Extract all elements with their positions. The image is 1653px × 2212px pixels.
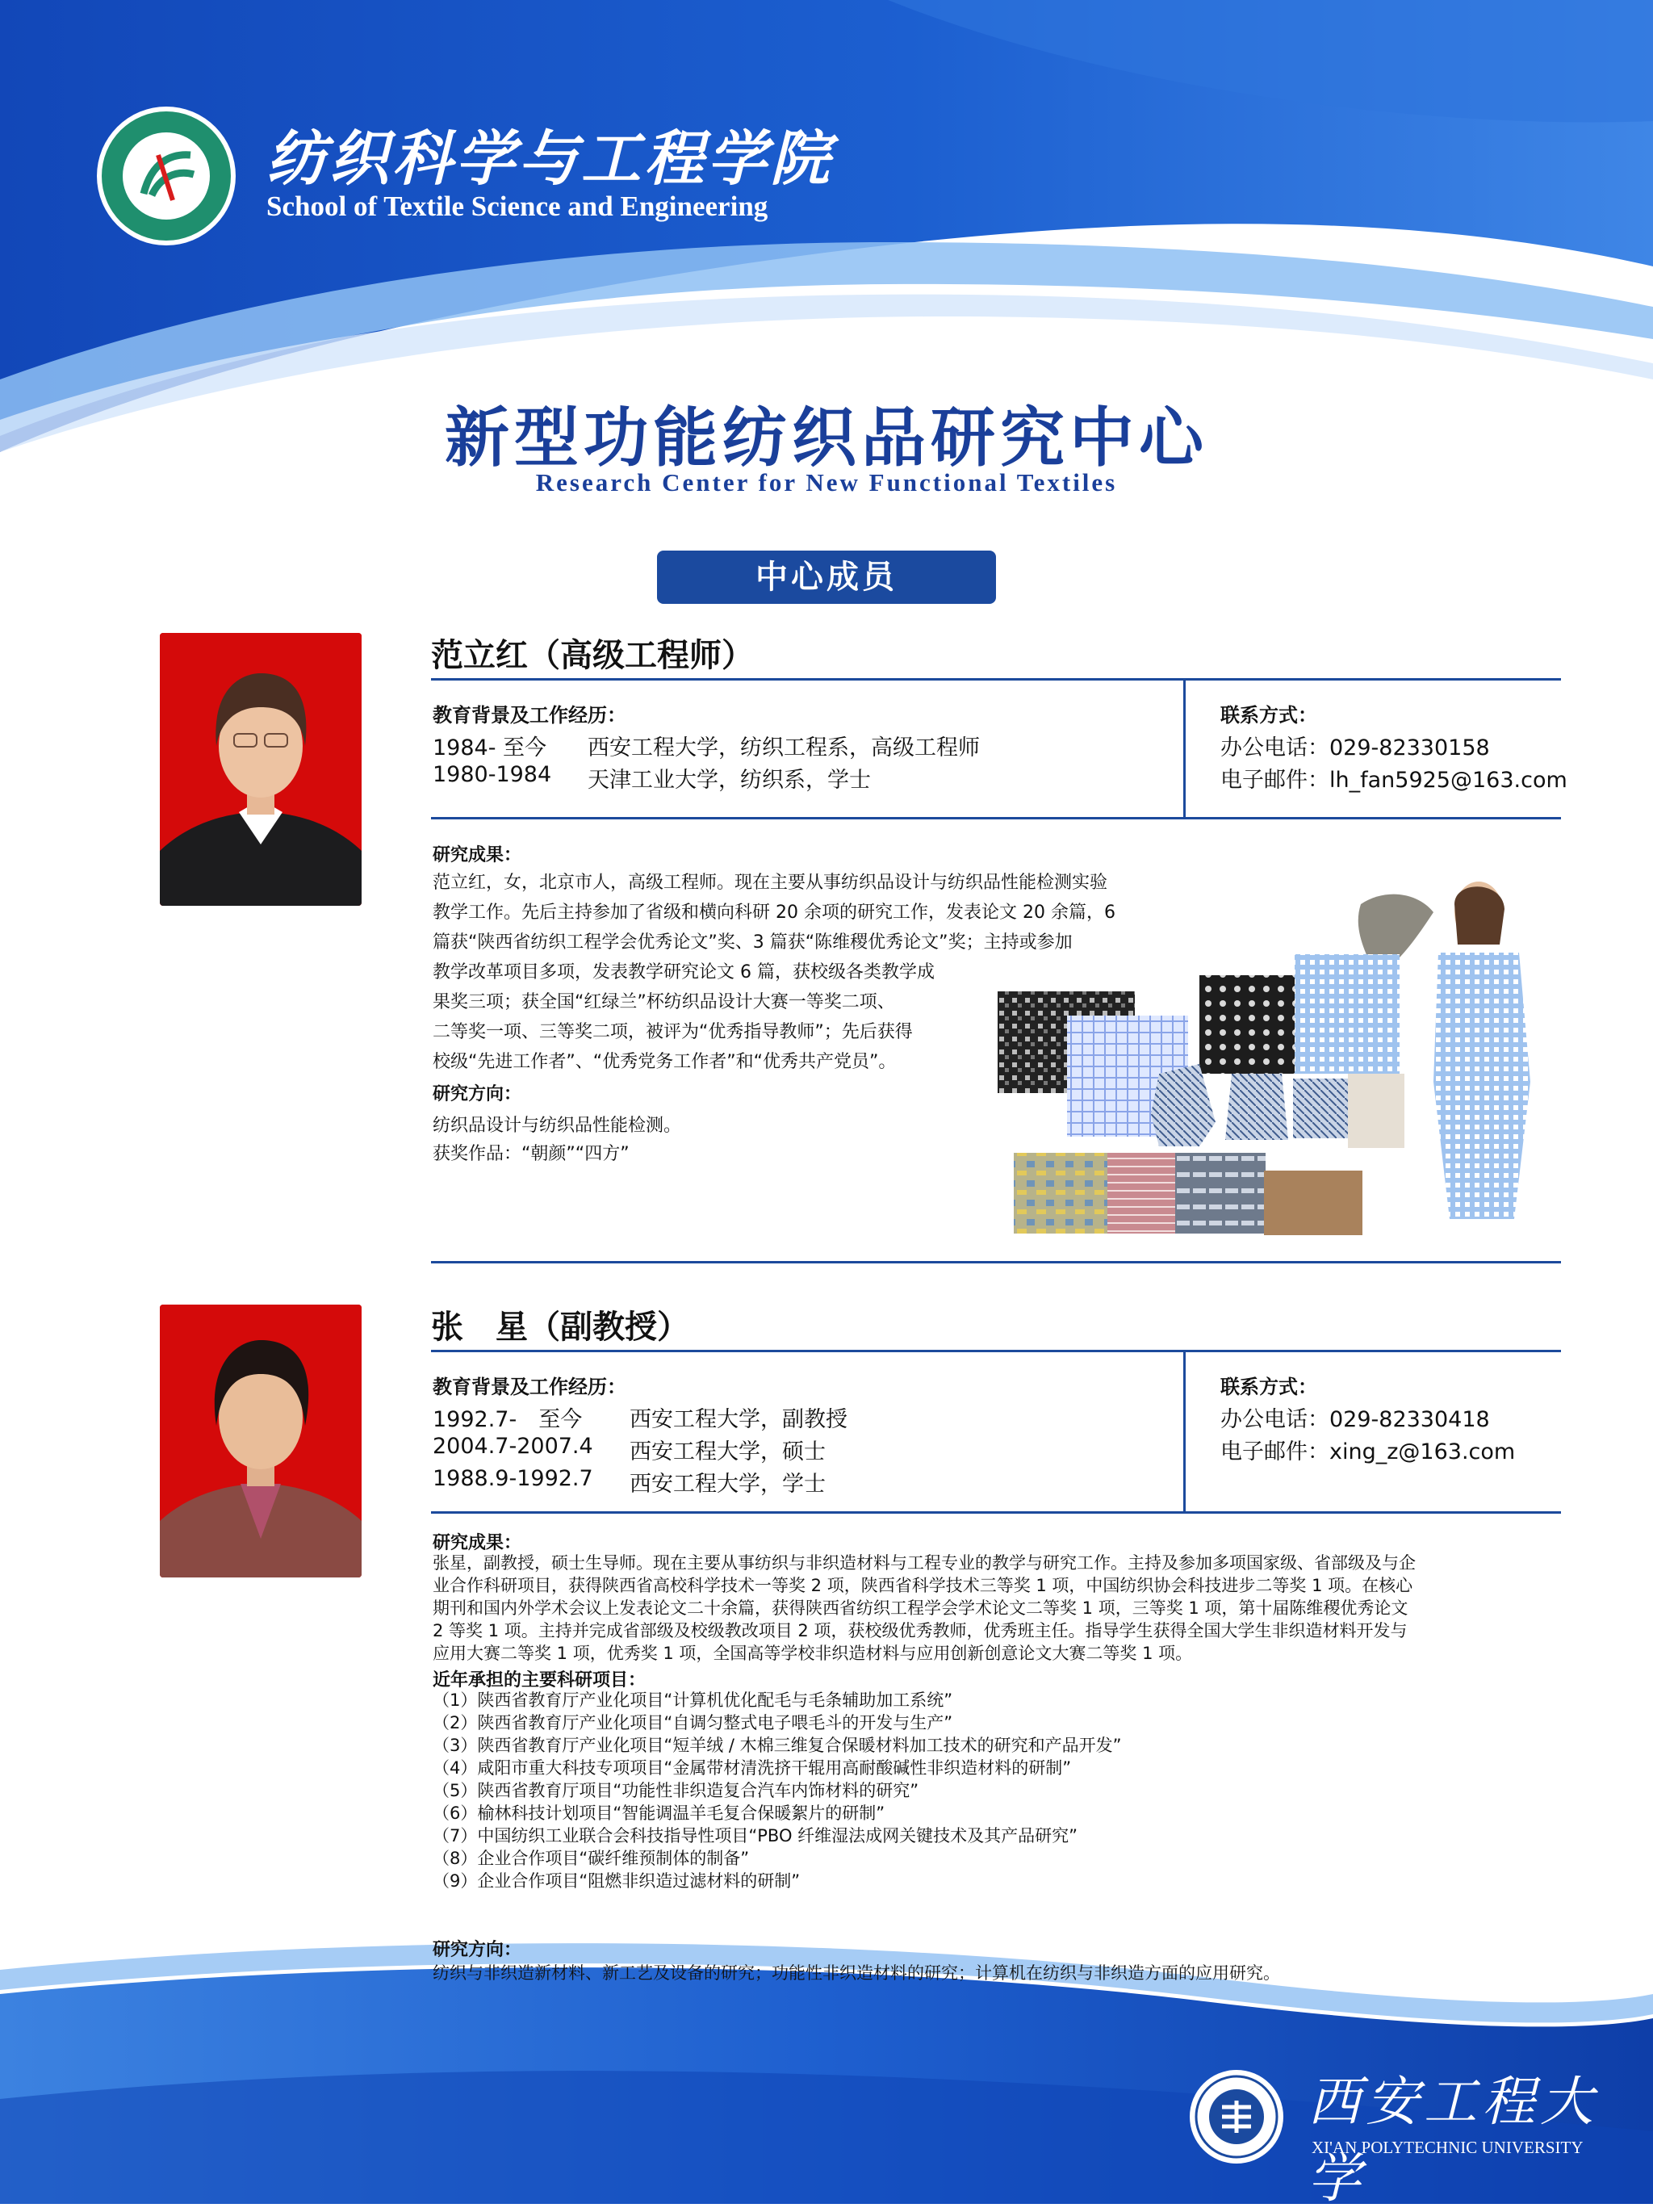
- contact-email: 电子邮件：xing_z@163.com: [1220, 1439, 1516, 1464]
- projects-label: 近年承担的主要科研项目：: [433, 1670, 647, 1690]
- projects-list: [433, 1689, 1563, 1892]
- school-logo: [95, 105, 237, 247]
- project-item: （6）榆林科技计划项目“智能调温羊毛复合保暖絮片的研制”: [433, 1804, 885, 1823]
- results-line: 2 等奖 1 项。主持并完成省部级及校级教改项目 2 项，获校级优秀教师，优秀班主任。指导学生获得全国大学生非织造材料开发与: [433, 1621, 1408, 1640]
- project-item: （5）陕西省教育厅项目“功能性非织造复合汽车内饰材料的研究”: [433, 1781, 919, 1800]
- textile-works-collage: [998, 880, 1530, 1235]
- edu-detail: 西安工程大学，纺织工程系，高级工程师: [588, 735, 980, 760]
- divider: [431, 1511, 1561, 1514]
- center-title-en: Research Center for New Functional Textiles: [535, 468, 1118, 496]
- results-line: 教学工作。先后主持参加了省级和横向科研 20 余项的研究工作，发表论文 20 余篇，6: [433, 903, 1115, 923]
- contact-phone: 办公电话：029-82330158: [1220, 735, 1490, 760]
- school-name-en: School of Textile Science and Engineering: [266, 191, 768, 222]
- contact-email: 电子邮件：lh_fan5925@163.com: [1220, 768, 1567, 793]
- section-label: 中心成员: [657, 551, 996, 604]
- award-works: 获奖作品：“朝颜”“四方”: [433, 1144, 630, 1164]
- divider: [1183, 1351, 1186, 1511]
- results-line: 期刊和国内外学术会议上发表论文二十余篇，获得陕西省纺织工程学会学术论文二等奖 1 项，三等奖 1 项，第十届陈维稷优秀论文: [433, 1598, 1408, 1618]
- project-item: （9）企业合作项目“阻燃非织造过滤材料的研制”: [433, 1871, 801, 1891]
- edu-detail: 西安工程大学，副教授: [630, 1407, 847, 1432]
- direction-label: 研究方向：: [433, 1084, 522, 1104]
- university-logo: [1188, 2068, 1285, 2165]
- edu-period: 1988.9-1992.7: [433, 1466, 593, 1491]
- member-photo: [160, 1305, 362, 1577]
- divider: [431, 678, 1561, 681]
- results-line: 张星，副教授，硕士生导师。现在主要从事纺织与非织造材料与工程专业的教学与研究工作。主持及参加多项国家级、省部级及与企: [433, 1553, 1416, 1573]
- results-line: 应用大赛二等奖 1 项，优秀奖 1 项，全国高等学校非织造材料与应用创新创意论文大赛二等奖 1 项。: [433, 1644, 1193, 1663]
- edu-detail: 西安工程大学，学士: [630, 1472, 826, 1497]
- center-title-cn: 新型功能纺织品研究中心: [445, 400, 1208, 475]
- direction-text: 纺织品设计与纺织品性能检测。: [433, 1116, 682, 1136]
- project-item: （3）陕西省教育厅产业化项目“短羊绒 / 木棉三维复合保暖材料加工技术的研究和产品开发”: [433, 1736, 1122, 1755]
- school-emblem-icon: [95, 105, 237, 247]
- results-line: 二等奖一项、三等奖二项，被评为“优秀指导教师”；先后获得: [433, 1022, 913, 1042]
- direction-text: 纺织与非织造新材料、新工艺及设备的研究；功能性非织造材料的研究；计算机在纺织与非织造方面的应用研究。: [433, 1963, 1280, 1983]
- school-name-cn: 纺织科学与工程学院: [266, 124, 833, 194]
- education-label: 教育背景及工作经历：: [433, 1376, 626, 1398]
- university-emblem-icon: [1188, 2068, 1285, 2165]
- project-item: （1）陕西省教育厅产业化项目“计算机优化配毛与毛条辅助加工系统”: [433, 1690, 953, 1710]
- member-name: 范立红（高级工程师）: [431, 637, 754, 674]
- edu-detail: 西安工程大学，硕士: [630, 1439, 826, 1464]
- edu-detail: 天津工业大学，纺织系，学士: [588, 768, 871, 793]
- results-label: 研究成果：: [433, 845, 522, 865]
- divider: [431, 1261, 1561, 1263]
- results-line: 教学改革项目多项，发表教学研究论文 6 篇，获校级各类教学成: [433, 962, 935, 982]
- contact-phone: 办公电话：029-82330418: [1220, 1407, 1490, 1432]
- edu-period: 2004.7-2007.4: [433, 1434, 593, 1459]
- divider: [1183, 680, 1186, 817]
- university-name-en: XI'AN POLYTECHNIC UNIVERSITY: [1312, 2138, 1584, 2157]
- project-item: （4）咸阳市重大科技专项项目“金属带材清洗挤干辊用高耐酸碱性非织造材料的研制”: [433, 1758, 1072, 1778]
- contact-label: 联系方式：: [1220, 704, 1317, 727]
- education-label: 教育背景及工作经历：: [433, 704, 626, 727]
- results-line: 篇获“陕西省纺织工程学会优秀论文”奖、3 篇获“陈维稷优秀论文”奖；主持或参加: [433, 932, 1073, 953]
- member-name: 张 星（副教授）: [431, 1309, 689, 1346]
- project-item: （2）陕西省教育厅产业化项目“自调匀整式电子喂毛斗的开发与生产”: [433, 1713, 953, 1732]
- results-line: 范立红，女，北京市人，高级工程师。现在主要从事纺织品设计与纺织品性能检测实验: [433, 873, 1108, 893]
- results-line: 校级“先进工作者”、“优秀党务工作者”和“优秀共产党员”。: [433, 1052, 897, 1072]
- university-name-cn: 西安工程大学: [1308, 2071, 1598, 2210]
- direction-label: 研究方向：: [433, 1940, 522, 1960]
- edu-period: 1980-1984: [433, 762, 552, 787]
- project-item: （7）中国纺织工业联合会科技指导性项目“PBO 纤维湿法成网关键技术及其产品研究”: [433, 1826, 1078, 1845]
- results-text: [433, 1552, 1563, 1665]
- results-line: 果奖三项；获全国“红绿兰”杯纺织品设计大赛一等奖二项、: [433, 992, 895, 1012]
- results-label: 研究成果：: [433, 1533, 522, 1553]
- project-item: （8）企业合作项目“碳纤维预制体的制备”: [433, 1849, 750, 1868]
- divider: [431, 817, 1561, 819]
- results-line: 业合作科研项目，获得陕西省高校科学技术一等奖 2 项，陕西省科学技术三等奖 1 项，中国纺织协会科技进步二等奖 1 项。在核心: [433, 1576, 1413, 1595]
- member-photo: [160, 633, 362, 906]
- edu-period: 1992.7- 至今: [433, 1407, 583, 1432]
- contact-label: 联系方式：: [1220, 1376, 1317, 1398]
- divider: [431, 1350, 1561, 1352]
- edu-period: 1984- 至今: [433, 735, 547, 760]
